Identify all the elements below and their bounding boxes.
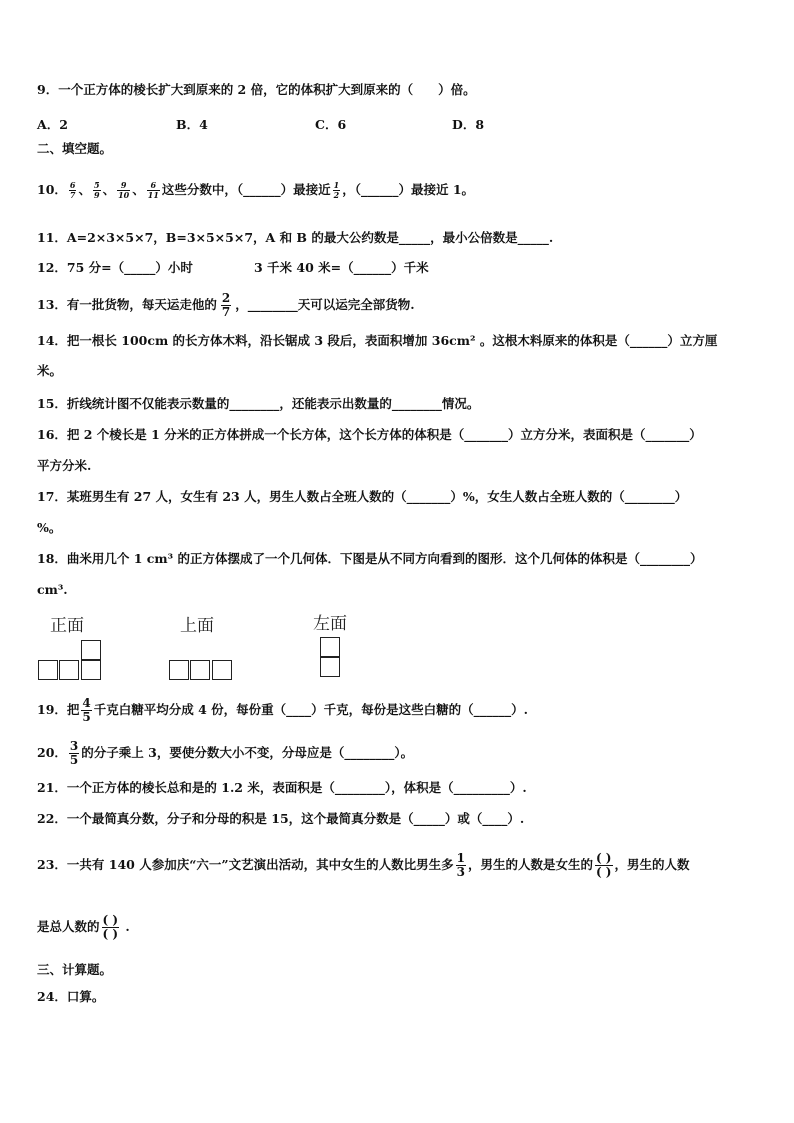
denominator-blank[interactable]: ( )	[595, 865, 612, 879]
question-24: 24．口算。	[37, 989, 105, 1004]
fraction-4-5	[81, 697, 91, 724]
cube-square	[59, 660, 79, 680]
denominator: 7	[221, 305, 231, 319]
question-22: 22．一个最简真分数，分子和分母的积是 15，这个最简真分数是（_____）或（____）.	[37, 811, 525, 826]
denominator: 5	[82, 710, 91, 724]
front-view-label: 正面	[50, 616, 84, 636]
fraction-5-9	[93, 181, 101, 200]
fraction-1-2	[333, 181, 341, 200]
question-23-line-1	[37, 848, 690, 882]
denominator: 11	[147, 190, 159, 200]
cube-square	[320, 657, 340, 677]
blank-fraction[interactable]	[595, 852, 613, 879]
denominator: 10	[118, 190, 130, 200]
cube-square	[81, 640, 101, 660]
numerator-blank[interactable]: ( )	[595, 851, 612, 865]
question-20	[37, 737, 413, 769]
numerator: 4	[82, 696, 91, 710]
question-14-line-1: 14．把一根长 100cm 的长方体木料，沿长锯成 3 段后，表面积增加 36cm² 。这根木料原来的体积是（______）立方厘	[37, 333, 718, 348]
fraction-6-7	[69, 181, 77, 200]
question-18-line-1: 18．曲米用几个 1 cm³ 的正方体摆成了一个几何体．下图是从不同方向看到的图形．这个几何体的体积是（________）	[37, 551, 703, 566]
q23-end-text: .	[125, 919, 130, 934]
numerator: 1	[456, 851, 465, 865]
numerator: 3	[69, 739, 79, 753]
fraction-2-7	[221, 292, 231, 319]
section-2-heading: 二、填空题。	[37, 141, 113, 156]
fraction-3-5	[69, 740, 79, 767]
cube-square	[212, 660, 232, 680]
question-15: 15．折线统计图不仅能表示数量的________，还能表示出数量的________情况。	[37, 396, 480, 411]
question-23-line-2	[37, 910, 130, 944]
numerator-blank[interactable]: ( )	[102, 913, 119, 927]
q23-middle-text: ，男生的人数是女生的	[467, 857, 593, 872]
numerator: 1	[333, 180, 340, 190]
denominator: 5	[69, 753, 79, 767]
q23-prefix: 23．一共有 140 人参加庆“六一”文艺演出活动，其中女生的人数比男生多	[37, 857, 454, 872]
numerator: 6	[147, 181, 160, 191]
question-17-line-2: %。	[37, 520, 62, 535]
question-11: 11．A=2×3×5×7，B=3×5×5×7，A 和 B 的最大公约数是_____，最小公倍数是_____.	[37, 230, 554, 245]
question-10	[37, 176, 474, 204]
question-16-line-2: 平方分米.	[37, 458, 92, 473]
q20-prefix: 20．	[37, 745, 67, 760]
q10-middle-text: 这些分数中，（______）最接近	[161, 182, 331, 197]
left-view-label: 左面	[313, 614, 347, 634]
question-19	[37, 694, 528, 726]
separator: 、	[78, 182, 91, 197]
fraction-9-10	[117, 181, 130, 200]
cube-square	[81, 660, 101, 680]
section-3-heading: 三、计算题。	[37, 962, 113, 977]
numerator: 2	[221, 291, 231, 305]
q13-prefix: 13．有一批货物，每天运走他的	[37, 297, 217, 312]
question-14-line-2: 米。	[37, 363, 63, 378]
q19-suffix: 千克白糖平均分成 4 份，每份重（____）千克，每份是这些白糖的（______）.	[93, 702, 529, 717]
q23-line-2-text: 是总人数的	[37, 919, 100, 934]
denominator: 2	[333, 190, 340, 200]
question-12-part-b: 3 千米 40 米=（______）千米	[254, 260, 429, 275]
numerator: 6	[69, 180, 76, 190]
question-17-line-1: 17．某班男生有 27 人，女生有 23 人，男生人数占全班人数的（_______）%，女生人数占全班人数的（________）	[37, 489, 688, 504]
question-13	[37, 290, 415, 320]
denominator-blank[interactable]: ( )	[102, 927, 119, 941]
cube-square	[169, 660, 189, 680]
q20-suffix: 的分子乘上 3，要使分数大小不变，分母应是（________）。	[81, 745, 414, 760]
cube-square	[190, 660, 210, 680]
q9-option-b[interactable]: B．4	[176, 117, 208, 132]
fraction-6-11	[147, 181, 160, 200]
q9-option-c[interactable]: C．6	[315, 117, 347, 132]
numerator: 5	[94, 180, 100, 190]
q9-option-a[interactable]: A．2	[37, 117, 68, 132]
cube-square	[38, 660, 58, 680]
q23-suffix: ，男生的人数	[614, 857, 690, 872]
question-9: 9．一个正方体的棱长扩大到原来的 2 倍，它的体积扩大到原来的（ ）倍。	[37, 82, 476, 97]
question-16-line-1: 16．把 2 个棱长是 1 分米的正方体拼成一个长方体，这个长方体的体积是（_______）立方分米，表面积是（_______）	[37, 427, 702, 442]
fraction-1-3	[456, 852, 466, 879]
separator: 、	[132, 182, 145, 197]
denominator: 9	[94, 190, 100, 200]
question-12-part-a: 12．75 分=（_____）小时	[37, 260, 193, 275]
question-21: 21．一个正方体的棱长总和是的 1.2 米，表面积是（________），体积是（_________）.	[37, 780, 527, 795]
q9-option-d[interactable]: D．8	[452, 117, 485, 132]
q10-number: 10．	[37, 182, 67, 197]
question-18-line-2: cm³.	[37, 582, 68, 597]
q13-suffix: ，________天可以运完全部货物.	[235, 297, 415, 312]
cube-square	[320, 637, 340, 657]
top-view-label: 上面	[180, 616, 214, 636]
denominator: 7	[69, 190, 76, 200]
blank-fraction[interactable]	[102, 914, 120, 941]
numerator: 9	[117, 181, 130, 191]
q19-prefix: 19．把	[37, 702, 80, 717]
separator: 、	[102, 182, 116, 197]
denominator: 3	[456, 865, 465, 879]
q10-end-text: ，（______）最接近 1。	[342, 182, 475, 197]
